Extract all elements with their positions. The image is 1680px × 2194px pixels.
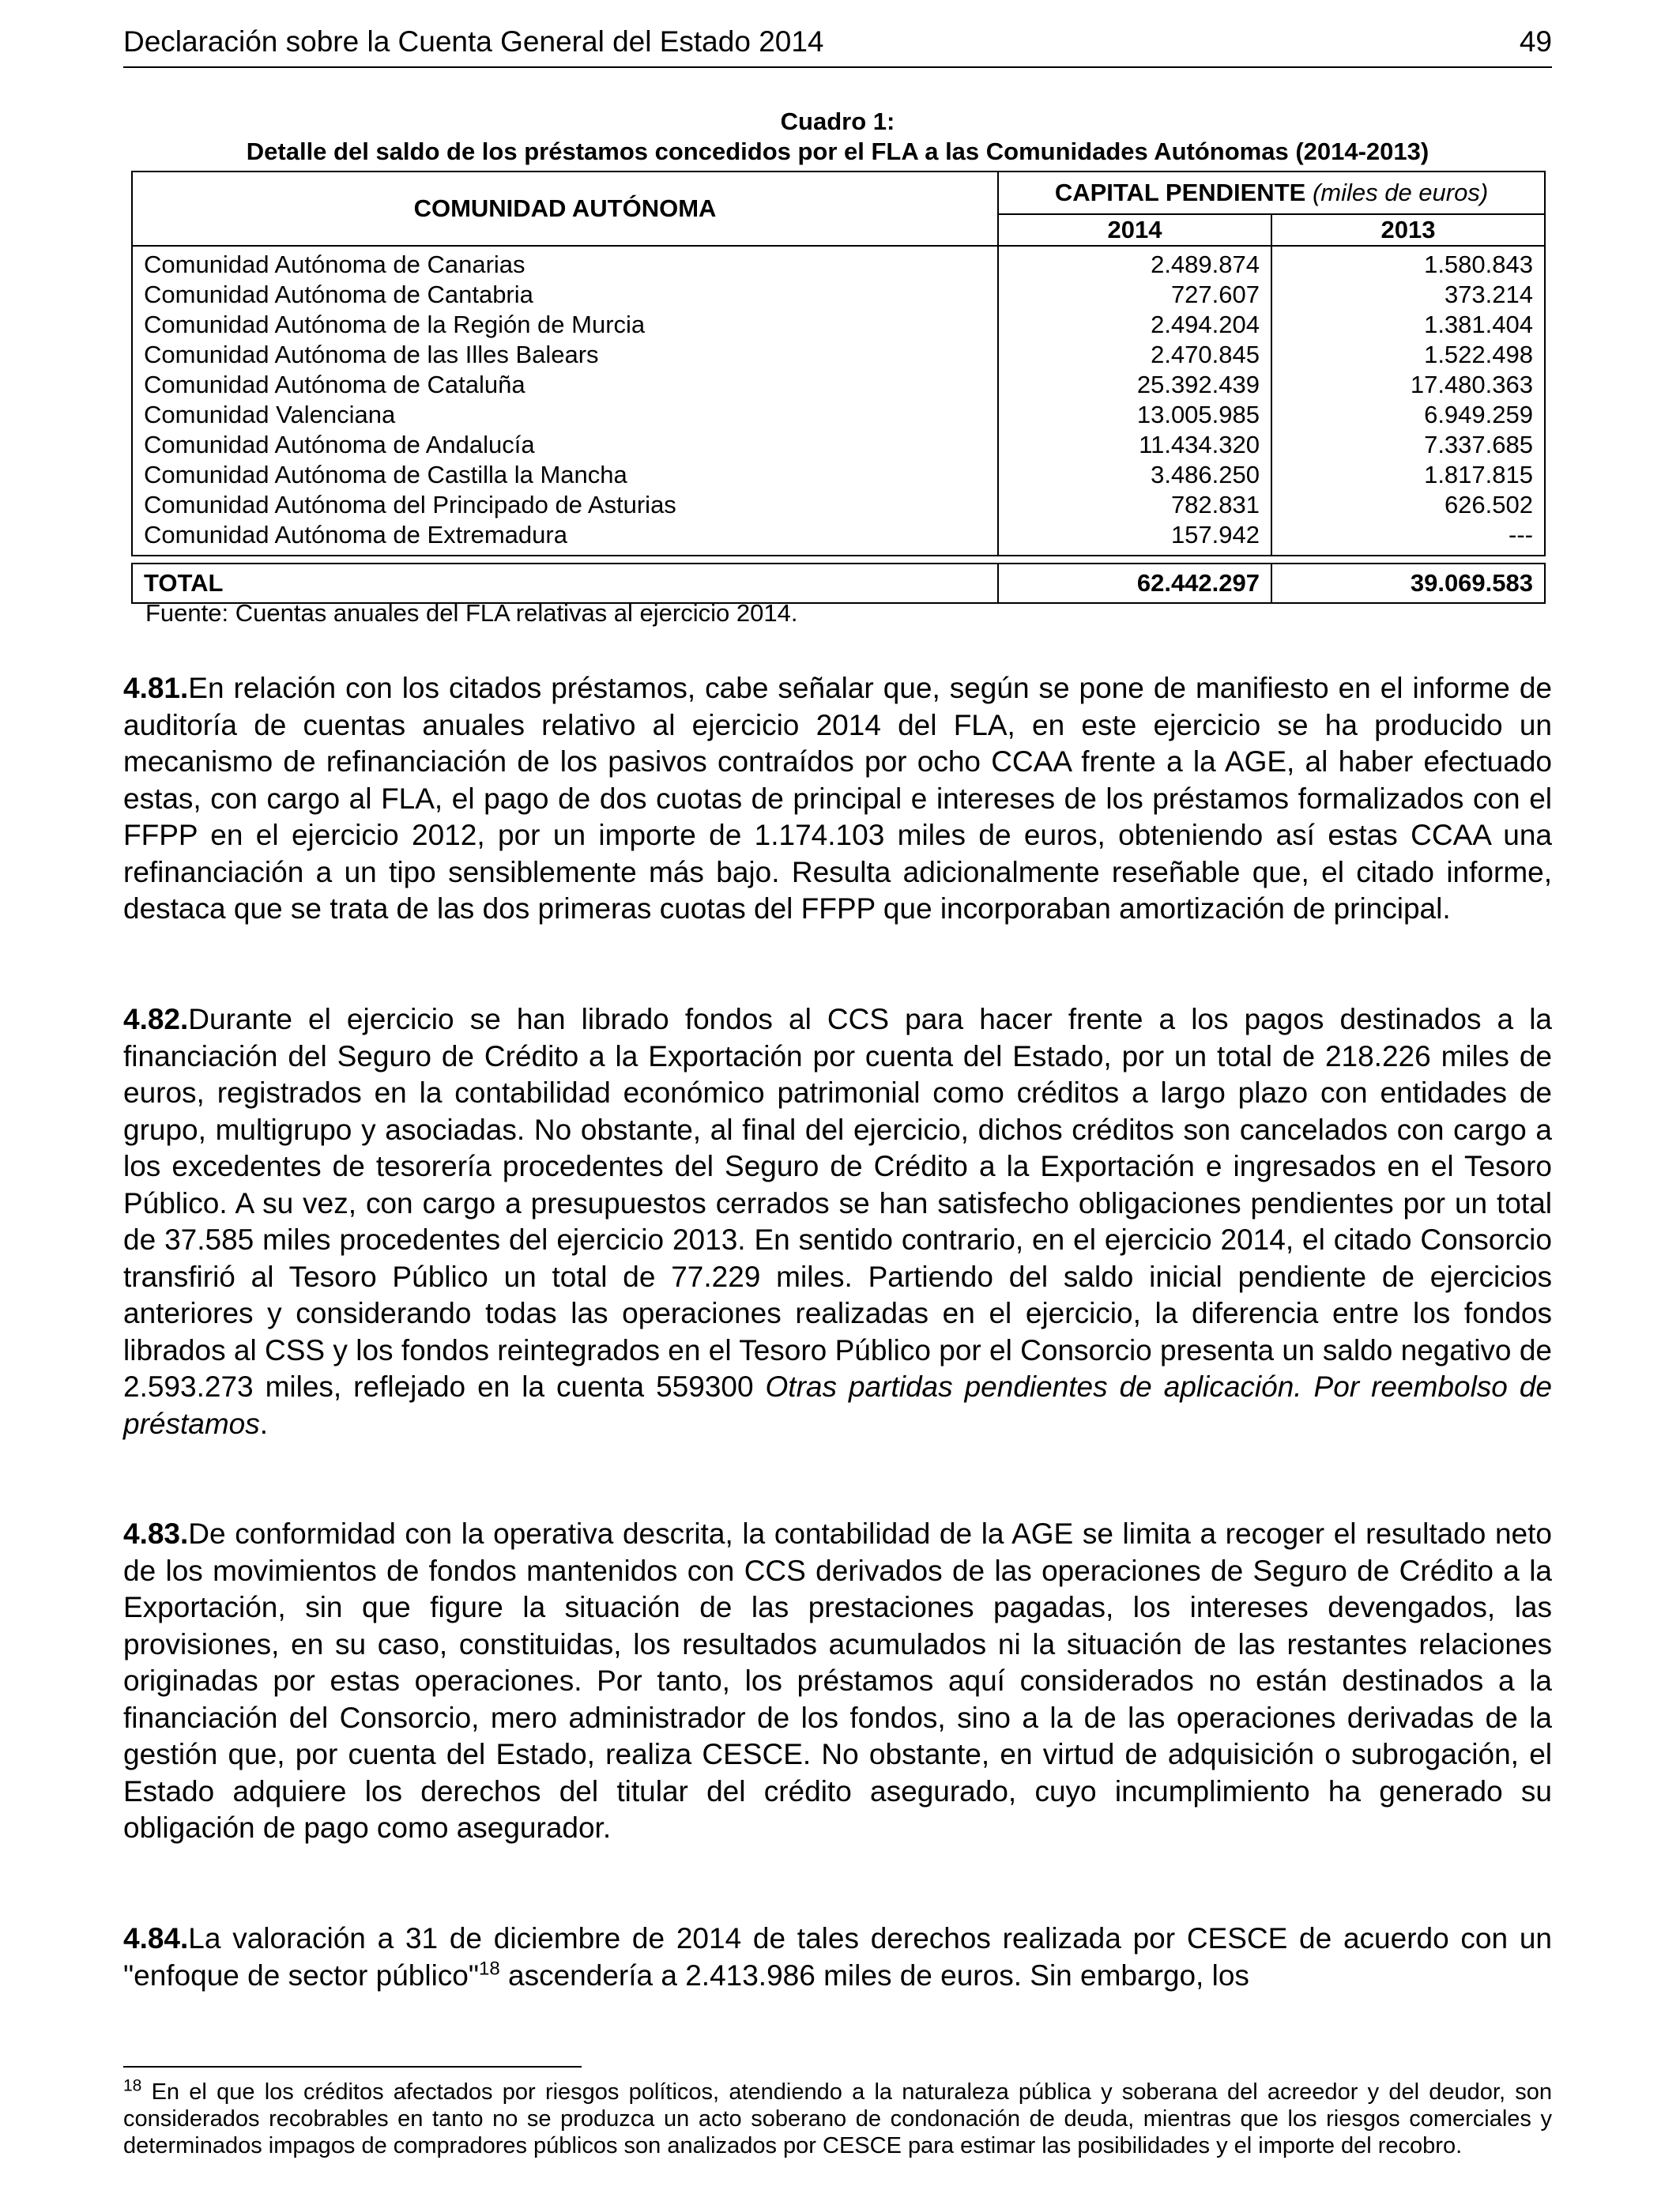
paragraph-number: 4.83. (123, 1517, 189, 1550)
paragraph-4-82 (123, 1001, 1552, 1442)
row-value-2014: 2.494.204 (998, 310, 1271, 340)
footnote-reference[interactable]: 18 (479, 1958, 500, 1980)
table-gap (132, 556, 1545, 564)
footnote-number: 18 (123, 2076, 142, 2095)
row-value-2013: 373.214 (1271, 280, 1545, 310)
row-value-2014: 782.831 (998, 490, 1271, 520)
row-name: Comunidad Autónoma del Principado de Asturias (132, 490, 998, 520)
paragraph-number: 4.84. (123, 1922, 189, 1955)
col-header-capital-label: CAPITAL PENDIENTE (1054, 179, 1306, 206)
row-value-2014: 25.392.439 (998, 370, 1271, 400)
paragraph-end: . (259, 1407, 269, 1440)
total-label: TOTAL (132, 564, 998, 603)
table-row (132, 310, 1545, 340)
page-header (123, 19, 1552, 68)
table-row (132, 430, 1545, 460)
row-value-2014: 3.486.250 (998, 460, 1271, 490)
row-value-2013: 1.580.843 (1271, 246, 1545, 280)
loans-table (131, 171, 1546, 604)
paragraph-number: 4.81. (123, 672, 189, 704)
total-2013: 39.069.583 (1271, 564, 1545, 603)
paragraph-text: En relación con los citados préstamos, cabe señalar que, según se pone de manifiesto en el informe de auditoría de cuentas anuales relativo al ejercicio 2014 del FLA, en este ejercicio se ha producido un mecanismo de refinanciación de los pasivos contraídos por ocho CCAA frente a la AGE, al haber efectuado estas, con cargo al FLA, el pago de dos cuotas de principal e intereses de los préstamos formalizados con el FFPP en el ejercicio 2012, por un importe de 1.174.103 miles de euros, obteniendo así estas CCAA una refinanciación a un tipo sensiblemente más bajo. Resulta adicionalmente reseñable que, el citado informe, destaca que se trata de las dos primeras cuotas del FFPP que incorporaban amortización de principal. (123, 672, 1552, 925)
table-total-row (132, 564, 1545, 603)
col-header-2014: 2014 (998, 214, 1271, 246)
table-row (132, 520, 1545, 556)
row-value-2014: 13.005.985 (998, 400, 1271, 430)
table-row (132, 490, 1545, 520)
row-value-2013: 1.381.404 (1271, 310, 1545, 340)
header-title: Declaración sobre la Cuenta General del Estado 2014 (123, 25, 824, 58)
table-row (132, 280, 1545, 310)
table-row (132, 246, 1545, 280)
row-name: Comunidad Autónoma de la Región de Murcia (132, 310, 998, 340)
table-row (132, 340, 1545, 370)
row-value-2013: 1.817.815 (1271, 460, 1545, 490)
col-header-capital-unit: (miles de euros) (1312, 179, 1489, 206)
paragraph-text: De conformidad con la operativa descrita, la contabilidad de la AGE se limita a recoger el resultado neto de los movimientos de fondos mantenidos con CCS derivados de las operaciones de Seguro de Crédito a la Exportación, sin que figure la situación de las prestaciones pagadas, los intereses devengados, las provisiones, en su caso, constituidas, los resultados acumulados ni la situación de las restantes relaciones originadas por estas operaciones. Por tanto, los préstamos aquí considerados no están destinados a la financiación del Consorcio, mero administrador de los fondos, sino a la de las operaciones derivadas de la gestión que, por cuenta del Estado, realiza CESCE. No obstante, en virtud de adquisición o subrogación, el Estado adquiere los derechos del titular del crédito asegurado, cuyo incumplimiento ha generado su obligación de pago como asegurador. (123, 1517, 1552, 1844)
paragraph-4-84 (123, 1921, 1552, 1994)
row-value-2014: 2.470.845 (998, 340, 1271, 370)
paragraph-4-81 (123, 670, 1552, 928)
table-caption-title: Detalle del saldo de los préstamos concedidos por el FLA a las Comunidades Autónomas (2014-2013) (246, 138, 1430, 165)
row-value-2013: 626.502 (1271, 490, 1545, 520)
footnote-divider (123, 2066, 582, 2068)
page-number: 49 (1519, 25, 1552, 58)
paragraph-text: Durante el ejercicio se han librado fondos al CCS para hacer frente a los pagos destinados a la financiación del Seguro de Crédito a la Exportación por cuenta del Estado, por un total de 218.226 miles de euros, registrados en la contabilidad económico patrimonial como créditos a largo plazo con entidades de grupo, multigrupo y asociadas. No obstante, al final del ejercicio, dichos créditos son cancelados con cargo a los excedentes de tesorería procedentes del Seguro de Crédito a la Exportación e ingresados en el Tesoro Público. A su vez, con cargo a presupuestos cerrados se han satisfecho obligaciones pendientes por un total de 37.585 miles procedentes del ejercicio 2013. En sentido contrario, en el ejercicio 2014, el citado Consorcio transfirió al Tesoro Público un total de 77.229 miles. Partiendo del saldo inicial pendiente de ejercicios anteriores y considerando todas las operaciones realizadas en el ejercicio, la diferencia entre los fondos librados al CSS y los fondos reintegrados en el Tesoro Público por el Consorcio presenta un saldo negativo de 2.593.273 miles, reflejado en la cuenta 559300 (123, 1003, 1552, 1403)
footnote (123, 2076, 1552, 2159)
row-value-2013: 7.337.685 (1271, 430, 1545, 460)
paragraph-italic-account: Otras partidas pendientes de aplicación. Por reembolso de préstamos (123, 1370, 1552, 1440)
row-name: Comunidad Autónoma de las Illes Balears (132, 340, 998, 370)
total-2014: 62.442.297 (998, 564, 1271, 603)
paragraph-4-83 (123, 1516, 1552, 1847)
col-header-community: COMUNIDAD AUTÓNOMA (132, 172, 998, 246)
paragraph-text: La valoración a 31 de diciembre de 2014 de tales derechos realizada por CESCE de acuerdo con un "enfoque de sector público" (123, 1922, 1552, 1992)
row-value-2014: 727.607 (998, 280, 1271, 310)
row-name: Comunidad Autónoma de Andalucía (132, 430, 998, 460)
row-value-2013: 1.522.498 (1271, 340, 1545, 370)
table-row (132, 460, 1545, 490)
paragraph-number: 4.82. (123, 1003, 189, 1035)
row-name: Comunidad Autónoma de Canarias (132, 246, 998, 280)
table-row (132, 370, 1545, 400)
row-name: Comunidad Autónoma de Cantabria (132, 280, 998, 310)
table-row (132, 400, 1545, 430)
row-value-2014: 11.434.320 (998, 430, 1271, 460)
row-name: Comunidad Autónoma de Castilla la Mancha (132, 460, 998, 490)
row-name: Comunidad Autónoma de Extremadura (132, 520, 998, 556)
row-value-2013: --- (1271, 520, 1545, 556)
col-header-capital (998, 172, 1545, 214)
row-value-2014: 2.489.874 (998, 246, 1271, 280)
table-source: Fuente: Cuentas anuales del FLA relativas al ejercicio 2014. (145, 599, 798, 627)
footnote-text: En el que los créditos afectados por riesgos políticos, atendiendo a la naturaleza pública y soberana del acreedor y del deudor, son considerados recobrables en tanto no se produzca un acto soberano de condonación de deuda, mientras que los riesgos comerciales y determinados impagos de compradores públicos son analizados por CESCE para estimar las posibilidades y el importe del recobro. (123, 2079, 1552, 2158)
table-caption-number: Cuadro 1: (780, 107, 895, 135)
row-value-2014: 157.942 (998, 520, 1271, 556)
row-name: Comunidad Autónoma de Cataluña (132, 370, 998, 400)
col-header-2013: 2013 (1271, 214, 1545, 246)
row-value-2013: 6.949.259 (1271, 400, 1545, 430)
row-name: Comunidad Valenciana (132, 400, 998, 430)
row-value-2013: 17.480.363 (1271, 370, 1545, 400)
paragraph-text-continued: ascendería a 2.413.986 miles de euros. Sin embargo, los (499, 1958, 1249, 1992)
